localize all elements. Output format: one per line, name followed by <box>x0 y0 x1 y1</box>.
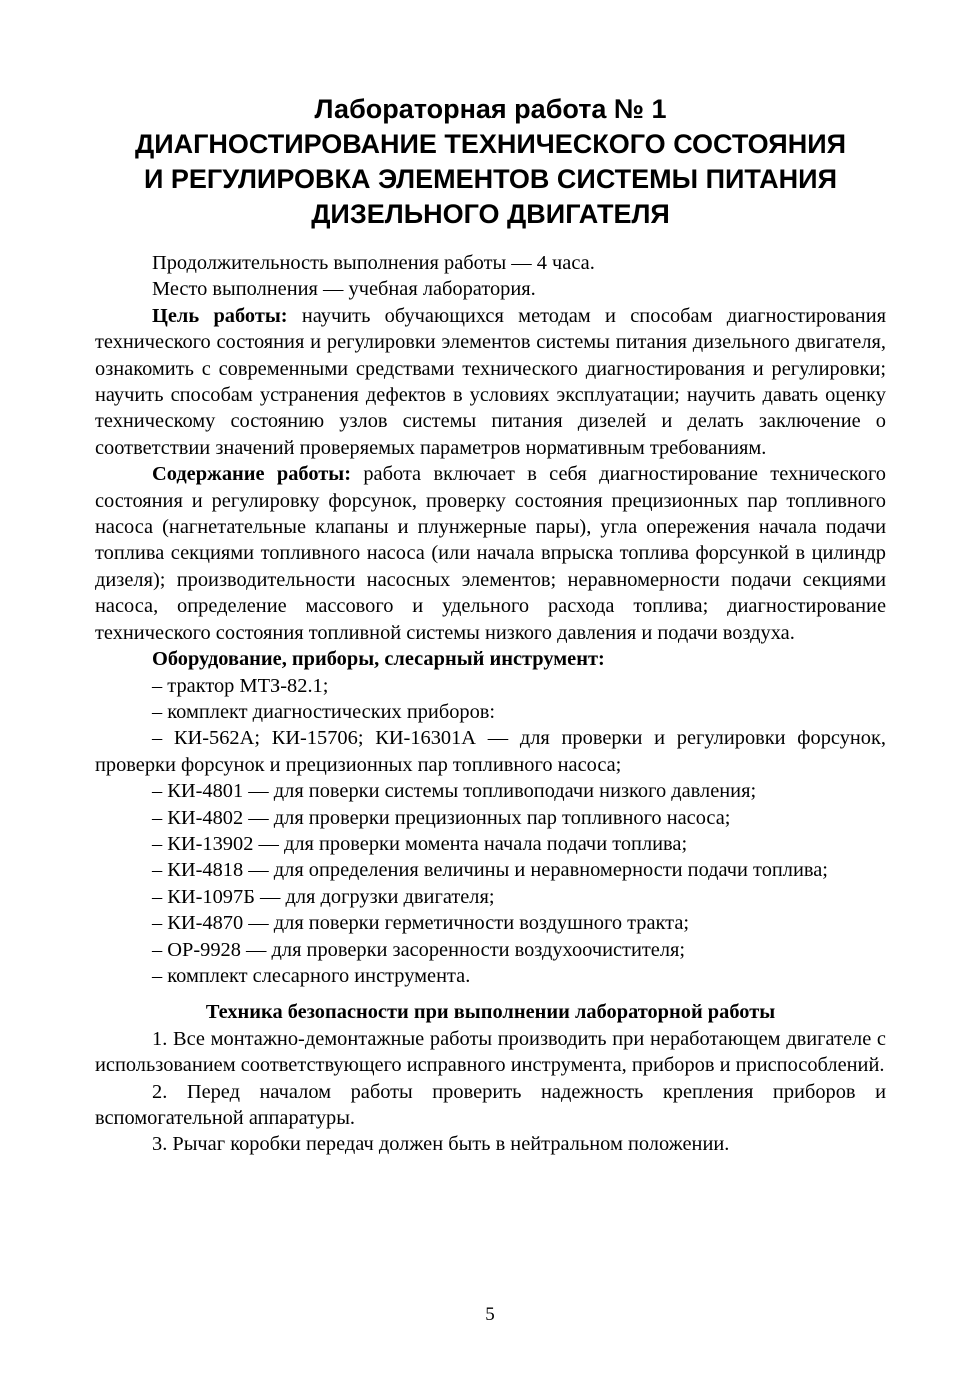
safety-heading: Техника безопасности при выполнении лабораторной работы <box>205 1001 776 1024</box>
duration-paragraph: Продолжительность выполнения работы — 4 часа. <box>152 252 595 274</box>
title-line-2: ДИАГНОСТИРОВАНИЕ ТЕХНИЧЕСКОГО СОСТОЯНИЯ <box>134 129 847 159</box>
location-paragraph: Место выполнения — учебная лаборатория. <box>152 278 536 301</box>
goal-text: научить обучающихся методам и способам диагностирования технического состояния и регулировки элементов системы питания дизельного двигателя, ознакомить с современными средствами технического диагностирования и регулировки; научить способам устранения дефектов в условиях эксплуатации; научить давать оценку техническому состоянию узлов системы питания дизелей и делать заключение о соответствии значений проверяемых параметров нормативным требованиям. <box>95 304 886 459</box>
equipment-item: – КИ-4801 — для поверки системы топливоподачи низкого давления; <box>152 780 757 803</box>
equipment-item: – КИ-4818 — для определения величины и неравномерности подачи топлива; <box>152 859 828 882</box>
document-body <box>95 250 886 1158</box>
equipment-item: – трактор МТЗ-82.1; <box>152 674 329 697</box>
page-number: 5 <box>485 1304 495 1325</box>
title-line-1: Лабораторная работа № 1 <box>314 94 667 124</box>
equipment-item: – КИ-4802 — для проверки прецизионных пар топливного насоса; <box>152 806 731 829</box>
equipment-item: – комплект диагностических приборов: <box>152 700 496 723</box>
content-paragraph <box>95 461 886 646</box>
equipment-item: – ОР-9928 — для проверки засоренности воздухоочистителя; <box>152 938 686 961</box>
equipment-item: – КИ-562А; КИ-15706; КИ-16301А — для проверки и регулировки форсунок, проверки форсунок и прецизионных пар топливного насоса; <box>95 727 886 776</box>
content-text: работа включает в себя диагностирование технического состояния и регулировку форсунок, проверку состояния прецизионных пар топливного насоса (нагнетательные клапаны и плунжерные пары), угла опережения начала подачи топлива секциями топливного насоса (или начала впрыска топлива форсункой в цилиндр дизеля); производительности насосных элементов; неравномерности подачи секциями насоса, определение массового и удельного расхода топлива; диагностирование технического состояния топливной системы низкого давления и подачи воздуха. <box>95 463 886 644</box>
equipment-heading: Оборудование, приборы, слесарный инструмент: <box>152 648 605 671</box>
equipment-item: – комплект слесарного инструмента. <box>152 964 471 987</box>
goal-paragraph <box>95 303 886 461</box>
equipment-item: – КИ-4870 — для поверки герметичности воздушного тракта; <box>152 912 690 935</box>
document-page <box>95 92 886 1158</box>
equipment-item: – КИ-13902 — для проверки момента начала подачи топлива; <box>152 832 688 855</box>
content-label: Содержание работы: <box>152 463 352 486</box>
safety-item: 1. Все монтажно-демонтажные работы производить при неработающем двигателе с использованием соответствующего исправного инструмента, приборов и приспособлений. <box>95 1027 886 1077</box>
page-title <box>95 92 886 232</box>
title-line-3: И РЕГУЛИРОВКА ЭЛЕМЕНТОВ СИСТЕМЫ ПИТАНИЯ <box>143 164 837 194</box>
safety-item: 2. Перед началом работы проверить надежность крепления приборов и вспомогательной аппаратуры. <box>95 1080 886 1129</box>
title-line-4: ДИЗЕЛЬНОГО ДВИГАТЕЛЯ <box>311 199 670 229</box>
safety-item: 3. Рычаг коробки передач должен быть в нейтральном положении. <box>152 1133 730 1156</box>
equipment-item: – КИ-1097Б — для догрузки двигателя; <box>152 885 495 908</box>
goal-label: Цель работы: <box>152 304 288 327</box>
